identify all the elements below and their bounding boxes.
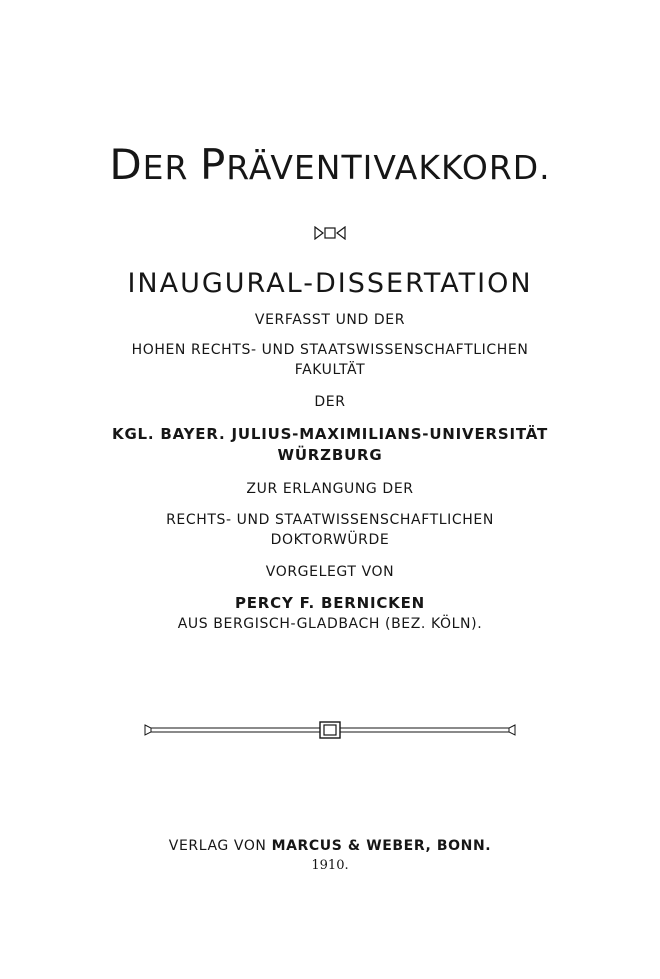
publisher-line: [0, 838, 660, 854]
university-name: KGL. BAYER. JULIUS-MAXIMILIANS-UNIVERSITÄT: [112, 425, 548, 443]
author-origin: AUS BERGISCH-GLADBACH (BEZ. KÖLN).: [177, 616, 483, 632]
text-vorgelegt: VORGELEGT VON: [265, 564, 395, 580]
text-faculty-1: HOHEN RECHTS- UND STAATSWISSENSCHAFTLICHEN: [131, 342, 529, 358]
text-degree-2: DOKTORWÜRDE: [270, 532, 390, 548]
university-city: WÜRZBURG: [277, 446, 383, 464]
text-verfasst: VERFASST UND DER: [254, 312, 406, 328]
title-initial-2: P: [199, 140, 227, 189]
text-erlangung: ZUR ERLANGUNG DER: [246, 481, 414, 497]
publisher-prefix: VERLAG VON: [168, 838, 272, 854]
publication-year: 1910.: [311, 858, 349, 873]
divider-rule: [0, 720, 660, 740]
publisher-name: MARCUS & WEBER, BONN.: [271, 838, 492, 854]
text-degree-1: RECHTS- UND STAATWISSENSCHAFTLICHEN: [166, 512, 494, 528]
dissertation-heading: INAUGURAL-DISSERTATION: [127, 268, 533, 299]
author-name: PERCY F. BERNICKEN: [234, 594, 426, 612]
text-der: DER: [314, 394, 346, 410]
text-faculty-2: FAKULTÄT: [294, 362, 366, 378]
title-initial-1: D: [109, 140, 143, 189]
bowtie-ornament-icon: [0, 226, 660, 240]
title-word-1: ER: [142, 148, 200, 187]
page-title: [0, 140, 660, 189]
title-word-2: RÄVENTIVAKKORD.: [226, 148, 551, 187]
